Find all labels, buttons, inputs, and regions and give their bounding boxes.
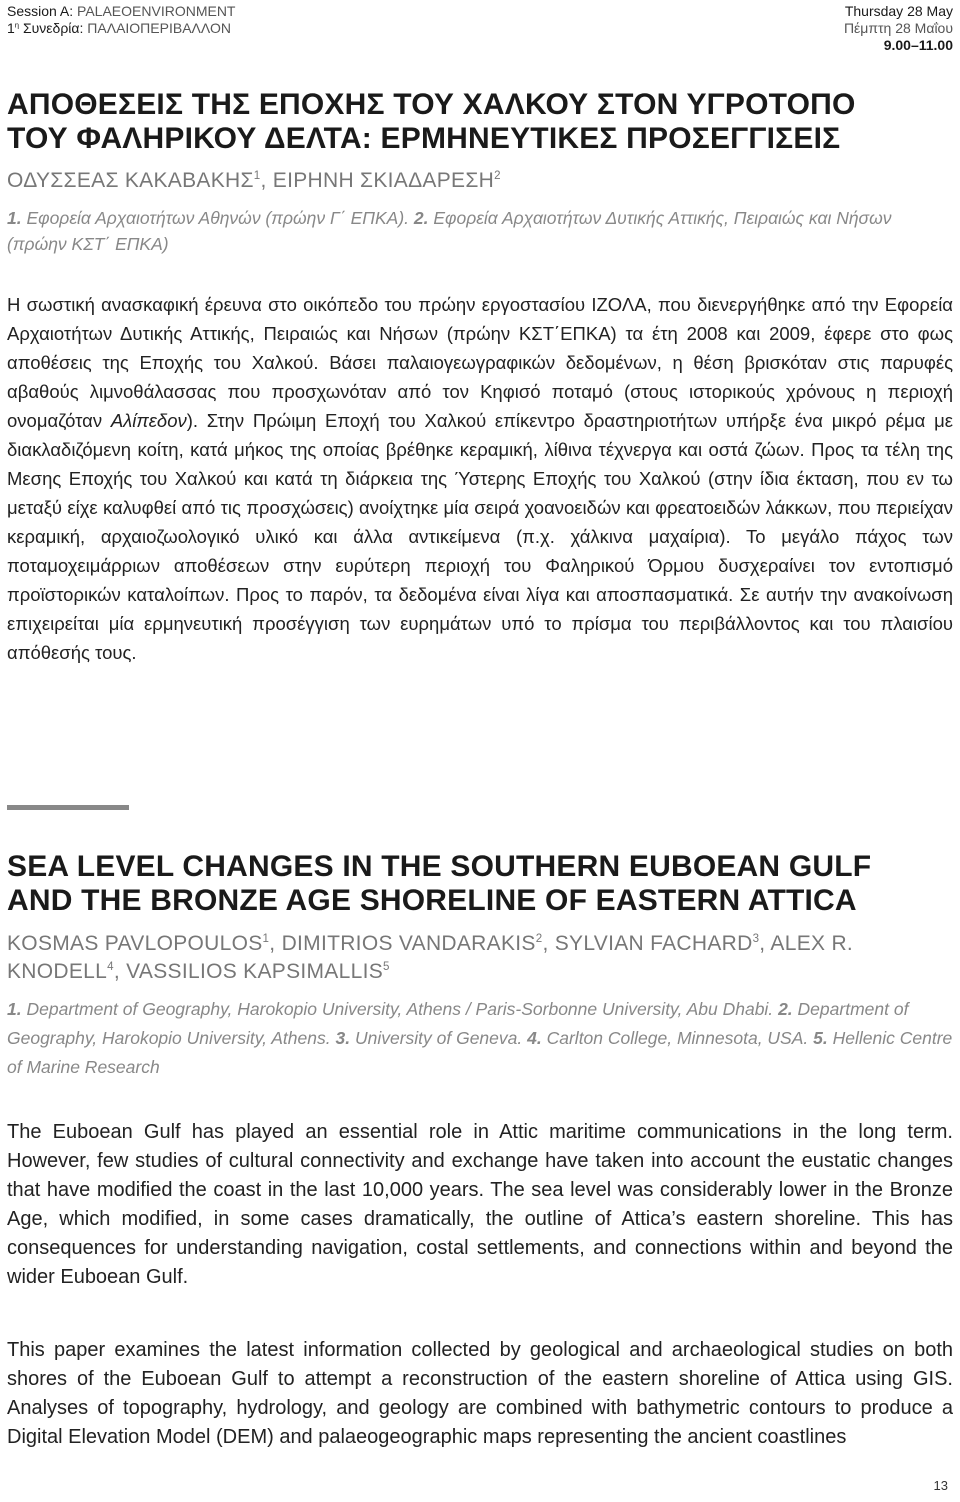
author-name: KOSMAS PAVLOPOULOS: [7, 932, 263, 955]
affil-text: Hellenic Centre of Marine Research: [7, 1028, 953, 1077]
author-name: DIMITRIOS VANDARAKIS: [281, 932, 536, 955]
page-number: 13: [933, 1478, 948, 1493]
author-sup: 4: [107, 961, 114, 973]
affil-text: University of Geneva.: [354, 1028, 523, 1048]
author-name: ΟΔΥΣΣΕΑΣ ΚΑΚΑΒΑΚΗΣ: [7, 169, 254, 192]
article2-authors: KOSMAS PAVLOPOULOS$^1$, DIMITRIOS VANDARAKIS$^2$, SYLVIAN FACHARD$^3$, ALEX R. KNODELL$^4$, VASSILIOS KAPSIMALLIS$^5$: [7, 932, 854, 983]
affil-num: 1.: [7, 999, 22, 1019]
date-header: [844, 3, 953, 54]
affil-num: 2.: [778, 999, 793, 1019]
session-gr-prefix: Συνεδρία:: [22, 20, 84, 36]
author-sup: 1: [262, 933, 270, 945]
session-en-name: PALAEOENVIRONMENT: [77, 3, 236, 19]
article2-title: [7, 850, 871, 918]
author-sup: 2: [494, 170, 501, 182]
affil-num: 2.: [413, 208, 429, 228]
article1-affiliations: [7, 205, 953, 257]
affil-text: Department of Geography, Harokopio University, Athens / Paris-Sorbonne University, Abu Dhabi.: [26, 999, 774, 1019]
affil-num: 5.: [813, 1028, 828, 1048]
article2-title-line1: SEA LEVEL CHANGES IN THE SOUTHERN EUBOEAN GULF: [7, 850, 872, 883]
section-divider: [7, 805, 129, 810]
session-en-prefix: Session A:: [7, 3, 74, 19]
affil-num: 3.: [335, 1028, 351, 1048]
author-name: ΕΙΡΗΝΗ ΣΚΙΑΔΑΡΕΣΗ: [272, 169, 495, 192]
article2-paragraph-2: This paper examines the latest information collected by geological and archaeological studies on both shores of the Euboean Gulf to attempt a reconstruction of the eastern shoreline of Attica using GIS. Analyses of topography, hydrology, and geology are combined with bathymetric contours to produce a Digital Elevation Model (DEM) and palaeogeographic maps representing the ancient coastlines: [7, 1339, 953, 1448]
affil-num: 1.: [7, 208, 22, 228]
session-gr-num: 1: [7, 20, 15, 36]
article1-title-line1: ΑΠΟΘΕΣΕΙΣ ΤΗΣ ΕΠΟΧΗΣ ΤΟΥ ΧΑΛΚΟΥ ΣΤΟΝ ΥΓΡΟΤΟΠΟ: [7, 88, 856, 121]
affil-text: Εφορεία Αρχαιοτήτων Αθηνών (πρώην Γ΄ ΕΠΚΑ).: [26, 208, 410, 228]
article2-title-line2: AND THE BRONZE AGE SHORELINE OF EASTERN ATTICA: [7, 884, 857, 917]
author-name: VASSILIOS KAPSIMALLIS: [126, 960, 384, 983]
session-gr-sup: η: [14, 20, 20, 30]
affil-text: Department of Geography, Harokopio University, Athens.: [7, 999, 909, 1048]
article2-affiliations: [7, 995, 953, 1082]
author-name: ALEX R. KNODELL: [7, 932, 854, 983]
author-sup: 1: [253, 170, 261, 182]
article1-authors: ΟΔΥΣΣΕΑΣ ΚΑΚΑΒΑΚΗΣ$^1$, ΕΙΡΗΝΗ ΣΚΙΑΔΑΡΕΣΗ$^2$: [7, 169, 501, 192]
article1-abstract: [7, 290, 953, 667]
author-sup: 2: [535, 933, 543, 945]
time-slot: 9.00–11.00: [883, 37, 953, 53]
session-header: [7, 3, 235, 37]
abstract-text-b: ). Στην Πρώιμη Εποχή του Χαλκού επίκεντρο δραστηριοτήτων υπήρξε ένα μικρό ρέμα με διακλαδιζόμενη κοίτη, κατά μήκος της οποίας βρέθηκε κεραμική, λίθινα τέχνεργα και οστά ζώων. Προς τα τέλη της Μεσης Εποχής του Χαλκού και κατά τη διάρκεια της Ύστερης Εποχής του Χαλκού (στην ίδια έκταση, που εν τω μεταξύ είχε καλυφθεί από τις προσχώσεις) ανοίχτηκε μία σειρά χοανοειδών και φρεατοειδών λάκκων, που περιείχαν κεραμική, αρχαιοζωολογικό υλικό και άλλα αντικείμενα (π.χ. χάλκινα μαχαίρια). Το μεγάλο πάχος των ποταμοχειμάρριων αποθέσεων στην ευρύτερη περιοχή του Φαληρικού Όρμου δυσχεραίνει τον εντοπισμό προϊστορικών καταλοίπων. Προς το παρόν, τα δεδομένα είναι λίγα και αποσπασματικά. Σε αυτήν την ανακοίνωση επιχειρείται μία ερμηνευτική προσέγγιση των ευρημάτων υπό το πρίσμα του περιβάλλοντος και του πλαισίου απόθεσής τους.: [7, 410, 953, 663]
abstract-text-a: Η σωστική ανασκαφική έρευνα στο οικόπεδο του πρώην εργοστασίου ΙΖΟΛΑ, που διενεργήθηκε από την Εφορεία Αρχαιοτήτων Δυτικής Αττικής, Πειραιώς και Νήσων (πρώην ΚΣΤ΄ΕΠΚΑ) τα έτη 2008 και 2009, έφερε στο φως αποθέσεις της Εποχής του Χαλκού. Βάσει παλαιογεωγραφικών δεδομένων, η θέση βρισκόταν στις παρυφές αβαθούς λιμνοθάλασσας που προσχωνόταν από τον Κηφισό ποταμό (στους ιστορικούς χρόνους η περιοχή ονομαζόταν: [7, 294, 953, 431]
affil-text: Εφορεία Αρχαιοτήτων Δυτικής Αττικής, Πειραιώς και Νήσων (πρώην ΚΣΤ΄ ΕΠΚΑ): [7, 208, 892, 254]
affil-num: 4.: [527, 1028, 542, 1048]
author-sup: 5: [383, 961, 390, 973]
article1-title-line2: ΤΟΥ ΦΑΛΗΡΙΚΟΥ ΔΕΛΤΑ: ΕΡΜΗΝΕΥΤΙΚΕΣ ΠΡΟΣΕΓΓΙΣΕΙΣ: [7, 122, 841, 155]
article1-title: [7, 88, 856, 156]
abstract-italic-term: Αλίπεδον: [110, 410, 187, 431]
date-gr: Πέμπτη 28 Μαΐου: [843, 20, 953, 36]
author-name: SYLVIAN FACHARD: [554, 932, 753, 955]
session-gr-name: ΠΑΛΑΙΟΠΕΡΙΒΑΛΛΟΝ: [87, 20, 231, 36]
affil-text: Carlton College, Minnesota, USA.: [546, 1028, 809, 1048]
date-en: Thursday 28 May: [844, 3, 953, 19]
article2-paragraph-1: The Euboean Gulf has played an essential role in Attic maritime communications in the long term. However, few studies of cultural connectivity and exchange have taken into account the eustatic changes that have modified the coast in the last 10,000 years. The sea level was considerably lower in the Bronze Age, which modified, in some cases dramatically, the outline of Attica’s eastern shoreline. This has consequences for understanding navigation, costal settlements, and connections within and beyond the wider Euboean Gulf.: [7, 1121, 953, 1288]
author-sup: 3: [752, 933, 760, 945]
